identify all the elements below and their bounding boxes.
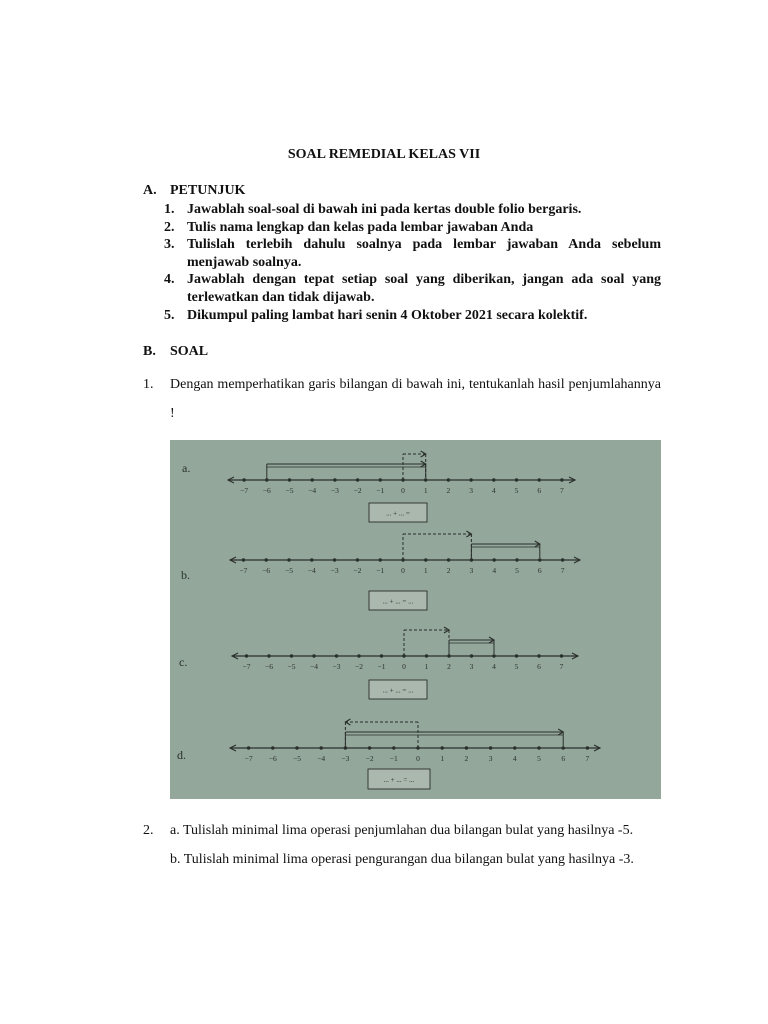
number-line-dot (513, 746, 516, 749)
number-line-dot (265, 558, 268, 561)
number-line-dot (356, 558, 359, 561)
tick-label: −5 (293, 754, 301, 763)
number-line-dot (561, 558, 564, 561)
number-line-dot (379, 478, 382, 481)
tick-label: 6 (537, 566, 542, 575)
tick-label: −7 (244, 754, 253, 763)
tick-label: −2 (353, 486, 362, 495)
tick-label: −7 (239, 566, 248, 575)
tick-label: −6 (262, 566, 271, 575)
number-line-dot (470, 654, 473, 657)
tick-label: −4 (317, 754, 326, 763)
question-2 (143, 816, 673, 874)
number-line-dot (537, 746, 540, 749)
answer-box-text: ... + ... = (386, 509, 410, 518)
number-line-dot (492, 654, 495, 657)
number-line-dot (392, 746, 395, 749)
tick-label: −2 (353, 566, 362, 575)
number-line-figure (170, 440, 661, 799)
tick-label: 1 (440, 754, 445, 763)
number-line-dot (287, 558, 290, 561)
tick-label: −1 (389, 754, 398, 763)
section-b-heading (143, 344, 208, 360)
number-line-dot (447, 558, 450, 561)
instruction-number: 4. (164, 272, 175, 288)
number-line-dot (357, 654, 360, 657)
number-line-dot (447, 478, 450, 481)
instruction-number: 5. (164, 307, 175, 323)
tick-label: 2 (464, 754, 469, 763)
number-line-dot (368, 746, 371, 749)
number-line-dot (247, 746, 250, 749)
tick-label: 3 (469, 566, 474, 575)
tick-label: 2 (446, 566, 451, 575)
tick-label: 5 (515, 566, 519, 575)
number-line-dot (441, 746, 444, 749)
tick-label: 1 (424, 662, 429, 671)
instruction-number: 1. (164, 202, 175, 217)
number-line-dot (469, 478, 472, 481)
instruction-text: Dikumpul paling lambat hari senin 4 Oktober 2021 secara kolektif. (187, 307, 588, 323)
tick-label: 2 (447, 662, 451, 671)
section-a-title: PETUNJUK (170, 183, 246, 198)
instruction-number: 2. (164, 219, 175, 235)
tick-label: 4 (512, 754, 517, 763)
number-line-dot (425, 654, 428, 657)
tick-label: 4 (492, 566, 497, 575)
section-a-letter: A. (143, 183, 157, 198)
number-line-dot (242, 478, 245, 481)
tick-label: 3 (469, 662, 474, 671)
tick-label: 1 (423, 566, 428, 575)
number-line-dot (560, 654, 563, 657)
tick-label: −1 (376, 566, 385, 575)
number-line-dot (538, 558, 541, 561)
tick-label: 7 (560, 566, 565, 575)
tick-label: −6 (262, 486, 271, 495)
tick-label: −4 (308, 486, 317, 495)
question-1 (143, 370, 661, 428)
tick-label: −7 (242, 662, 251, 671)
tick-label: −7 (240, 486, 249, 495)
part-label: c. (179, 655, 188, 669)
number-line-dot (515, 654, 518, 657)
number-line-dot (465, 746, 468, 749)
number-line-dot (333, 558, 336, 561)
tick-label: −3 (341, 754, 350, 763)
tick-label: 6 (561, 754, 566, 763)
tick-label: 5 (514, 662, 519, 671)
instruction-item (164, 201, 661, 219)
question-1-text: Dengan memperhatikan garis bilangan di bawah ini, tentukanlah hasil penjumlahannya ! (170, 377, 661, 421)
number-line-dot (515, 478, 518, 481)
tick-label: 4 (492, 662, 496, 671)
page-title: SOAL REMEDIAL KELAS VII (287, 147, 481, 162)
number-line-dot (333, 478, 336, 481)
number-line-dot (245, 654, 248, 657)
tick-label: 3 (469, 486, 473, 495)
tick-label: −3 (330, 486, 339, 495)
tick-label: 0 (416, 754, 420, 763)
number-line-dot (295, 746, 298, 749)
tick-label: 4 (491, 486, 496, 495)
section-b-title: SOAL (170, 344, 209, 359)
tick-label: 0 (401, 486, 405, 495)
number-line-dot (489, 746, 492, 749)
number-line-dot (335, 654, 338, 657)
instruction-list (164, 201, 661, 324)
tick-label: 7 (559, 662, 564, 671)
number-line-dot (290, 654, 293, 657)
tick-label: −1 (376, 486, 385, 495)
number-line-dot (515, 558, 518, 561)
number-line-dot (586, 746, 589, 749)
number-line-dot (320, 746, 323, 749)
instruction-item (164, 307, 661, 325)
number-line-dot (424, 478, 427, 481)
instruction-text: Jawablah dengan tepat setiap soal yang diberikan, jangan ada soal yang terlewatkan dan tidak dijawab. (187, 272, 661, 305)
tick-label: 0 (401, 566, 405, 575)
tick-label: −5 (287, 662, 296, 671)
tick-label: −4 (310, 662, 318, 671)
question-2b-text: b. Tulislah minimal lima operasi pengurangan dua bilangan bulat yang hasilnya -3. (170, 852, 634, 867)
tick-label: −3 (332, 662, 341, 671)
tick-label: −5 (285, 566, 293, 575)
tick-label: −4 (307, 566, 316, 575)
number-line-dot (311, 478, 314, 481)
answer-box-text: ... + ... = ... (383, 776, 415, 784)
answer-box-text: ... + ... = ... (382, 597, 414, 606)
tick-label: −2 (355, 662, 363, 671)
number-line-dot (380, 654, 383, 657)
question-2-number: 2. (143, 823, 154, 838)
tick-label: 2 (446, 486, 451, 495)
tick-label: 7 (560, 486, 564, 495)
number-line-dot (537, 654, 540, 657)
number-line-dot (379, 558, 382, 561)
number-line-dot (356, 478, 359, 481)
instruction-text: Tulis nama lengkap dan kelas pada lembar jawaban Anda (187, 219, 534, 235)
tick-label: 6 (537, 662, 541, 671)
tick-label: 5 (537, 754, 541, 763)
number-line-dot (492, 478, 495, 481)
tick-label: −6 (268, 754, 277, 763)
answer-box-text: ... + ... = ... (382, 686, 414, 695)
number-line-dot (493, 558, 496, 561)
number-line-dot (288, 478, 291, 481)
number-line-dot (242, 558, 245, 561)
number-line-dot (312, 654, 315, 657)
instruction-item (164, 219, 661, 237)
tick-label: 7 (585, 754, 590, 763)
tick-label: −6 (265, 662, 273, 671)
tick-label: 1 (423, 486, 428, 495)
tick-label: −2 (365, 754, 374, 763)
instruction-text: Jawablah soal-soal di bawah ini pada kertas double folio bergaris. (187, 202, 582, 217)
tick-label: 5 (514, 486, 519, 495)
instruction-item (164, 236, 661, 271)
part-label: d. (177, 748, 186, 762)
tick-label: −5 (285, 486, 294, 495)
tick-label: 0 (402, 662, 406, 671)
part-label: b. (181, 568, 190, 582)
question-1-number: 1. (143, 377, 154, 392)
question-2a-text: a. Tulislah minimal lima operasi penjumlahan dua bilangan bulat yang hasilnya -5. (170, 823, 634, 838)
number-line-dot (562, 746, 565, 749)
instruction-text: Tulislah terlebih dahulu soalnya pada lembar jawaban Anda sebelum menjawab soalnya. (187, 237, 661, 270)
section-b-letter: B. (143, 344, 156, 359)
number-line-dot (271, 746, 274, 749)
number-line-photo (170, 440, 661, 799)
number-line-dot (267, 654, 270, 657)
number-line-dot (424, 558, 427, 561)
number-line-dot (538, 478, 541, 481)
tick-label: 6 (537, 486, 542, 495)
number-line-dot (560, 478, 563, 481)
instruction-item (164, 271, 661, 306)
tick-label: −3 (330, 566, 339, 575)
part-label: a. (182, 461, 191, 475)
section-a-heading (143, 183, 245, 199)
instruction-number: 3. (164, 237, 175, 253)
tick-label: 3 (488, 754, 493, 763)
tick-label: −1 (377, 662, 386, 671)
number-line-dot (310, 558, 313, 561)
